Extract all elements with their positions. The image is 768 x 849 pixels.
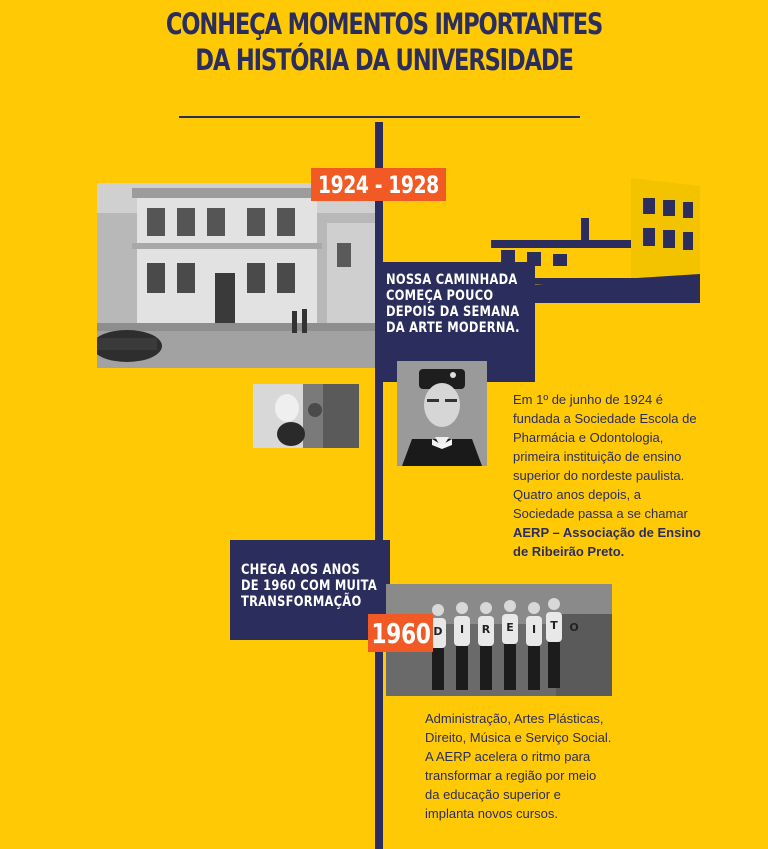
era-badge-1924	[311, 168, 446, 201]
paragraph-line: da educação superior e	[425, 787, 561, 802]
paragraph-line: primeira instituição de ensino	[513, 449, 682, 464]
timeline-axis	[375, 122, 383, 849]
historic-building-photo	[97, 183, 375, 368]
student-portrait-photo	[397, 361, 487, 466]
paragraph-line: fundada a Sociedade Escola de	[513, 411, 697, 426]
parade-letter: O	[569, 621, 579, 634]
paragraph-line: Direito, Música e Serviço Social.	[425, 730, 612, 745]
paragraph-line: Administração, Artes Plásticas,	[425, 711, 604, 726]
parade-letter: I	[459, 623, 465, 636]
paragraph-1924	[513, 390, 701, 561]
headline-1924	[386, 272, 520, 336]
headline-1960	[241, 562, 377, 610]
paragraph-line: A AERP acelera o ritmo para	[425, 749, 591, 764]
headline-1924-line: COMEÇA POUCO	[386, 288, 494, 304]
paragraph-line: implanta novos cursos.	[425, 806, 558, 821]
parade-letter: I	[531, 623, 537, 636]
paragraph-line: Sociedade passa a se chamar	[513, 506, 688, 521]
paragraph-1960	[425, 709, 611, 823]
headline-1960-line: TRANSFORMAÇÃO	[241, 594, 362, 610]
era-badge-1924-label: 1924 - 1928	[318, 170, 439, 199]
parade-letter: R	[481, 623, 491, 636]
paragraph-bold-line: AERP – Associação de Ensino	[513, 525, 701, 540]
headline-1924-line: NOSSA CAMINHADA	[386, 272, 518, 288]
title-line-1: CONHEÇA MOMENTOS IMPORTANTES	[165, 7, 603, 41]
headline-1960-line: DE 1960 COM MUITA	[241, 578, 377, 594]
paragraph-line: Em 1º de junho de 1924 é	[513, 392, 664, 407]
headline-1960-line: CHEGA AOS ANOS	[241, 562, 361, 578]
paragraph-bold-line: de Ribeirão Preto.	[513, 544, 625, 559]
title-line-2: DA HISTÓRIA DA UNIVERSIDADE	[195, 43, 573, 77]
paragraph-line: superior do nordeste paulista.	[513, 468, 685, 483]
era-badge-1960	[368, 614, 433, 652]
paragraph-line: Quatro anos depois, a	[513, 487, 641, 502]
paragraph-line: transformar a região por meio	[425, 768, 597, 783]
parade-letter: T	[550, 619, 558, 632]
paragraph-line: Pharmácia e Odontologia,	[513, 430, 664, 445]
title-divider	[179, 116, 580, 118]
headline-1924-line: DA ARTE MODERNA.	[386, 320, 520, 336]
era-badge-1960-label: 1960	[370, 616, 431, 650]
headline-1924-line: DEPOIS DA SEMANA	[386, 304, 520, 320]
parade-letter: D	[433, 625, 443, 638]
page-title	[84, 6, 683, 78]
dentist-photo	[253, 384, 359, 448]
parade-letter: E	[506, 621, 514, 634]
